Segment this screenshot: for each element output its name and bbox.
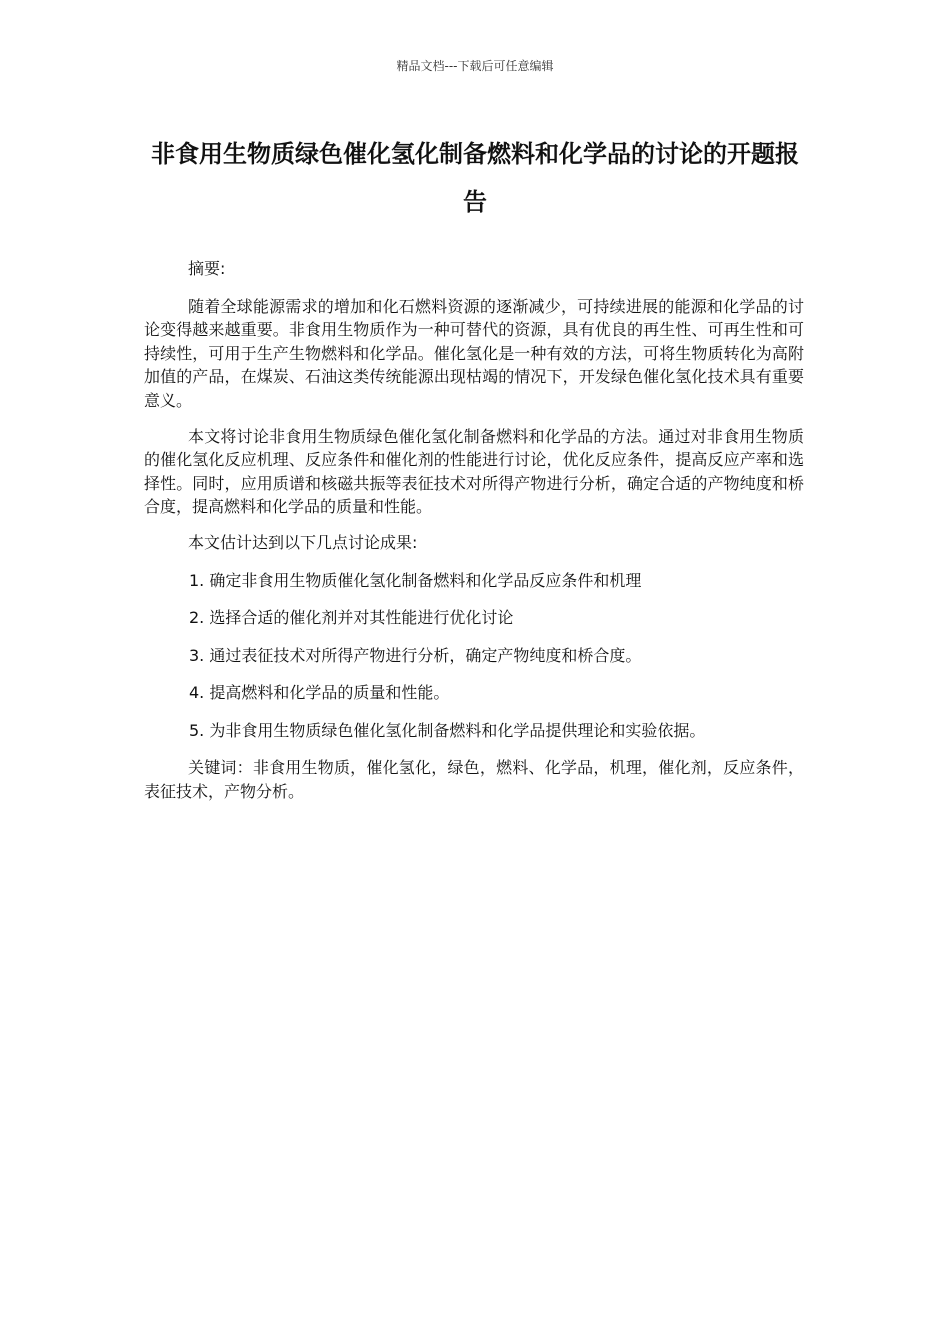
list-item: 1. 确定非食用生物质催化氢化制备燃料和化学品反应条件和机理 bbox=[189, 570, 642, 590]
keywords: 关键词：非食用生物质，催化氢化，绿色，燃料、化学品，机理，催化剂，反应条件，表征技术，产物分析。 bbox=[144, 758, 804, 801]
document-title: 非食用生物质绿色催化氢化制备燃料和化学品的讨论的开题报告 bbox=[151, 140, 799, 216]
paragraph-method: 本文将讨论非食用生物质绿色催化氢化制备燃料和化学品的方法。通过对非食用生物质的催化氢化反应机理、反应条件和催化剂的性能进行讨论，优化反应条件，提高反应产率和选择性。同时，应用质谱和核磁共振等表征技术对所得产物进行分析，确定合适的产物纯度和桥合度，提高燃料和化学品的质量和性能。 bbox=[144, 426, 804, 516]
abstract-label: 摘要: bbox=[188, 259, 226, 278]
header-note: 精品文档---下载后可任意编辑 bbox=[396, 59, 554, 73]
paragraph-background: 随着全球能源需求的增加和化石燃料资源的逐渐减少，可持续进展的能源和化学品的讨论变得越来越重要。非食用生物质作为一种可替代的资源，具有优良的再生性、可再生性和可持续性，可用于生产生物燃料和化学品。催化氢化是一种有效的方法，可将生物质转化为高附加值的产品，在煤炭、石油这类传统能源出现枯竭的情况下，开发绿色催化氢化技术具有重要意义。 bbox=[144, 296, 804, 410]
list-item: 2. 选择合适的催化剂并对其性能进行优化讨论 bbox=[189, 608, 514, 627]
results-list bbox=[144, 569, 804, 743]
list-item: 5. 为非食用生物质绿色催化氢化制备燃料和化学品提供理论和实验依据。 bbox=[189, 720, 706, 740]
document-body bbox=[144, 257, 804, 816]
list-item: 3. 通过表征技术对所得产物进行分析，确定产物纯度和桥合度。 bbox=[189, 645, 642, 665]
list-item: 4. 提高燃料和化学品的质量和性能。 bbox=[189, 683, 450, 702]
results-intro: 本文估计达到以下几点讨论成果: bbox=[188, 533, 418, 552]
